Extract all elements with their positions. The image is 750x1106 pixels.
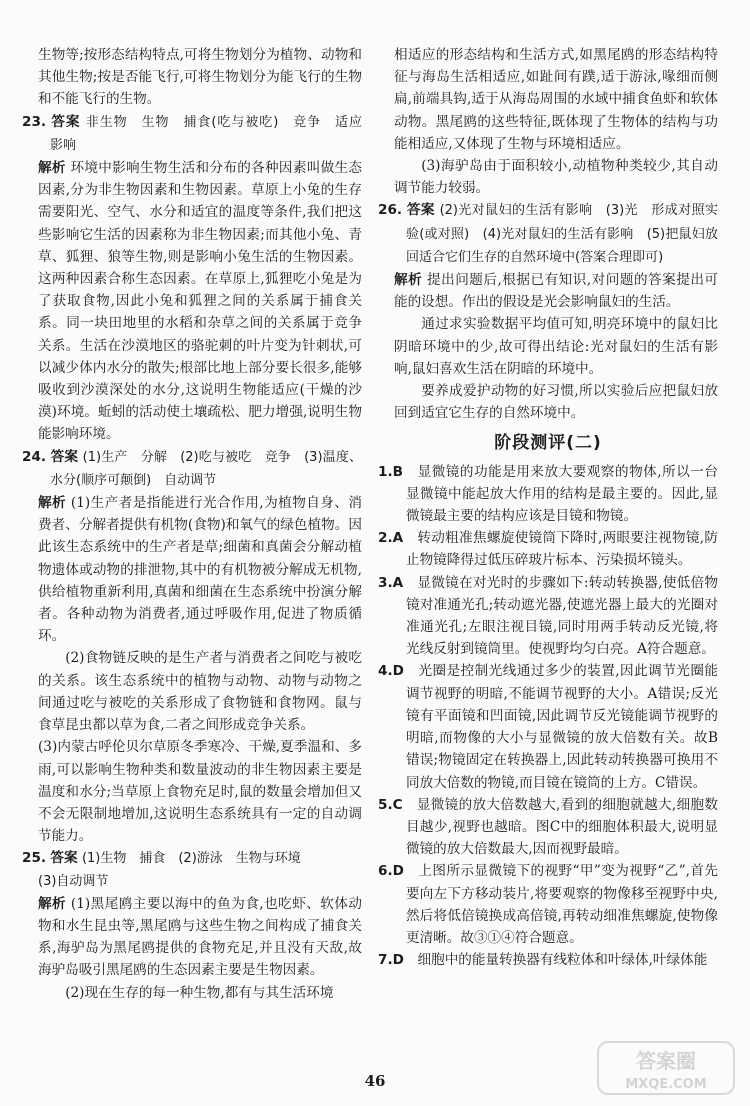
item-number: 7. <box>378 952 393 969</box>
site-watermark-logo <box>596 1038 736 1098</box>
question-24 <box>22 446 362 848</box>
item-choice: C <box>392 796 403 813</box>
item-choice: A <box>392 574 404 591</box>
explanation-label: 解析 <box>38 160 66 177</box>
item-choice: D <box>392 952 404 969</box>
item-choice: A <box>392 530 404 547</box>
explanation-text: (2)现在生存的每一种生物,都有与其生活环境 <box>65 984 334 1001</box>
explanation-text: 通过求实验数据平均值可知,明亮环境中的鼠妇比阴暗环境中的少,故可得出结论:光对鼠妇的生活有影响,鼠妇喜欢生活在阴暗的环境中。 <box>394 316 718 377</box>
item-text: 光圈是控制光线通过多少的装置,因此调节光圈能调节视野的明暗,不能调节视野的大小。A错误;反光镜有平面镜和凹面镜,因此调节反光镜能调节视野的明暗,而物像的大小与显微镜的放大倍数有关。故B错误;物镜固定在转换器上,因此转动转换器可换用不同放大倍数的物镜,而目镜在镜筒的上方。C错误。 <box>406 663 718 791</box>
explanation-text: (3)内蒙古呼伦贝尔草原冬季寒冷、干燥,夏季温和、多雨,可以影响生物种类和数量波动的非生物因素主要是温度和水分;当草原上食物充足时,鼠的数量会增加但又不会无限制地增加,这说明生态系统具有一定的自动调节能力。 <box>38 739 362 845</box>
answer-text: (3)自动调节 <box>38 873 109 889</box>
question-25 <box>22 847 362 1003</box>
item-number: 2. <box>378 530 393 547</box>
explanation-text: (2)食物链反映的是生产者与消费者之间吃与被吃的关系。该生态系统中的植物与动物、动物与动物之间通过吃与被吃的关系形成了食物链和食物网。鼠与食草昆虫都以草为食,二者之间形成竞争关系。 <box>38 650 362 734</box>
left-column <box>22 44 376 1004</box>
answer-item <box>378 860 718 949</box>
answer-item <box>378 527 718 571</box>
answer-label: 答案 <box>50 448 79 465</box>
question-number: 24. <box>22 448 47 465</box>
answer-item <box>378 949 718 971</box>
item-number: 3. <box>378 574 393 591</box>
question-23 <box>22 111 376 446</box>
item-number: 1. <box>378 463 393 480</box>
answer-text: (2)光对鼠妇的生活有影响 (3)光 形成对照实验(或对照) (4)光对鼠妇的生活有影响 (5)把鼠妇放回适合它们生存的自然环境中(答案合理即可) <box>406 203 719 265</box>
right-column <box>378 44 718 971</box>
question-number: 23. <box>22 113 47 130</box>
item-number: 4. <box>378 663 393 680</box>
watermark-title: 答案圈 <box>636 1049 696 1073</box>
question-26 <box>378 199 718 424</box>
question-number: 25. <box>22 850 47 867</box>
explanation-label: 解析 <box>394 272 423 289</box>
explanation-label: 解析 <box>38 895 67 912</box>
explanation-text: 提出问题后,根据已有知识,对问题的答案提出可能的设想。作出的假设是光会影响鼠妇的生活。 <box>394 272 719 311</box>
item-number: 6. <box>378 863 393 880</box>
answer-label: 答案 <box>50 850 78 867</box>
continued-text: 生物等;按形态结构特点,可将生物划分为植物、动物和其他生物;按是否能飞行,可将生物划分为能飞行的生物和不能飞行的生物。 <box>38 47 362 108</box>
answer-text: (1)生产 分解 (2)吃与被吃 竞争 (3)温度、水分(顺序可颠倒) 自动调节 <box>50 449 363 488</box>
question-number: 26. <box>378 202 403 219</box>
explanation-text: (1)生产者是指能进行光合作用,为植物自身、消费者、分解者提供有机物(食物)和氧气的绿色植物。因此该生态系统中的生产者是草;细菌和真菌会分解动植物遗体或动物的排泄物,其中的有机物被分解成无机物,供给植物重新利用,真菌和细菌在生态系统中扮演分解者。各种动物为消费者,通过呼吸作用,促进了物质循环。 <box>38 495 363 645</box>
answer-label: 答案 <box>51 113 81 130</box>
answer-item <box>378 461 718 528</box>
item-choice: D <box>392 863 404 880</box>
explanation-label: 解析 <box>38 495 67 512</box>
explanation-text: (1)黑尾鸥主要以海中的鱼为食,也吃虾、软体动物和水生昆虫等,黑尾鸥与这些生物之间构成了捕食关系,海驴岛为黑尾鸥提供的食物充足,并且没有天敌,故海驴岛吸引黑尾鸥的生态因素主要是生物因素。 <box>38 895 363 979</box>
item-text: 细胞中的能量转换器有线粒体和叶绿体,叶绿体能 <box>417 952 708 969</box>
item-text: 显微镜的放大倍数越大,看到的细胞就越大,细胞数目越少,视野也越暗。图C中的细胞体积最大,说明显微镜的放大倍数最大,因而视野最暗。 <box>406 796 718 858</box>
answer-list <box>378 461 718 972</box>
section-title: 阶段测评(二) <box>494 433 602 454</box>
explanation-text: 环境中影响生物生活和分布的各种因素叫做生态因素,分为非生物因素和生物因素。草原上小兔的生存需要阳光、空气、水分和适宜的温度等条件,我们把这些影响它生活的因素称为非生物因素;而其他小兔、青草、狐狸、狼等生物,则是影响小兔生活的生物因素。这两种因素合称生态因素。在草原上,狐狸吃小兔是为了获取食物,因此小兔和狐狸之间的关系属于捕食关系。同一块田地里的水稻和杂草之间的关系属于竞争关系。生活在沙漠地区的骆驼刺的叶片变为针刺状,可以减少体内水分的散失;根部比地上部分要长很多,能够吸收到沙漠深处的水分,这说明生物能适应(干燥的沙漠)环境。蚯蚓的活动使土壤疏松、肥力增强,说明生物能影响环境。 <box>38 160 363 443</box>
item-text: 显微镜的功能是用来放大要观察的物体,所以一台显微镜中能起放大作用的结构是最主要的。因此,显微镜最主要的结构应该是目镜和物镜。 <box>406 463 718 525</box>
answer-label: 答案 <box>406 202 435 219</box>
item-text: 显微镜在对光时的步骤如下:转动转换器,使低倍物镜对准通光孔;转动遮光器,使遮光器上最大的光圈对准通光孔;左眼注视目镜,同时用两手转动反光镜,将光线反射到镜筒里。使视野均匀白亮。A符合题意。 <box>406 574 718 658</box>
watermark-url: MXQE.COM <box>625 1077 707 1092</box>
item-text: 转动粗准焦螺旋使镜筒下降时,两眼要注视物镜,防止物镜降得过低压碎玻片标本、污染损坏镜头。 <box>406 530 719 569</box>
item-choice: D <box>392 663 404 680</box>
item-text: 上图所示显微镜下的视野“甲”变为视野“乙”,首先要向左下方移动装片,将要观察的物像移至视野中央,然后将低倍镜换成高倍镜,再转动细准焦螺旋,使物像更清晰。故③①④符合题意。 <box>406 863 718 946</box>
continued-text: (3)海驴岛由于面积较小,动植物种类较少,其自动调节能力较弱。 <box>394 158 718 197</box>
item-choice: B <box>392 463 403 480</box>
explanation-text: 要养成爱护动物的好习惯,所以实验后应把鼠妇放回到适宜它生存的自然环境中。 <box>394 383 718 422</box>
continued-text: 相适应的形态结构和生活方式,如黑尾鸥的形态结构特征与海岛生活相适应,如趾间有蹼,适于游泳,喙细而侧扁,前端具钩,适于从海岛周围的水域中捕食鱼虾和软体动物。黑尾鸥的这些特征,既体现了生物体的结构与功能相适应,又体现了生物与环境相适应。 <box>394 47 718 152</box>
item-number: 5. <box>378 796 393 813</box>
answer-item <box>378 660 718 793</box>
answer-text: (1)生物 捕食 (2)游泳 生物与环境 <box>81 851 301 867</box>
answer-item <box>378 794 718 861</box>
page-number: 46 <box>364 1072 386 1090</box>
answer-item <box>378 572 718 661</box>
answer-text: 非生物 生物 捕食(吃与被吃) 竞争 适应 影响 <box>50 114 376 153</box>
